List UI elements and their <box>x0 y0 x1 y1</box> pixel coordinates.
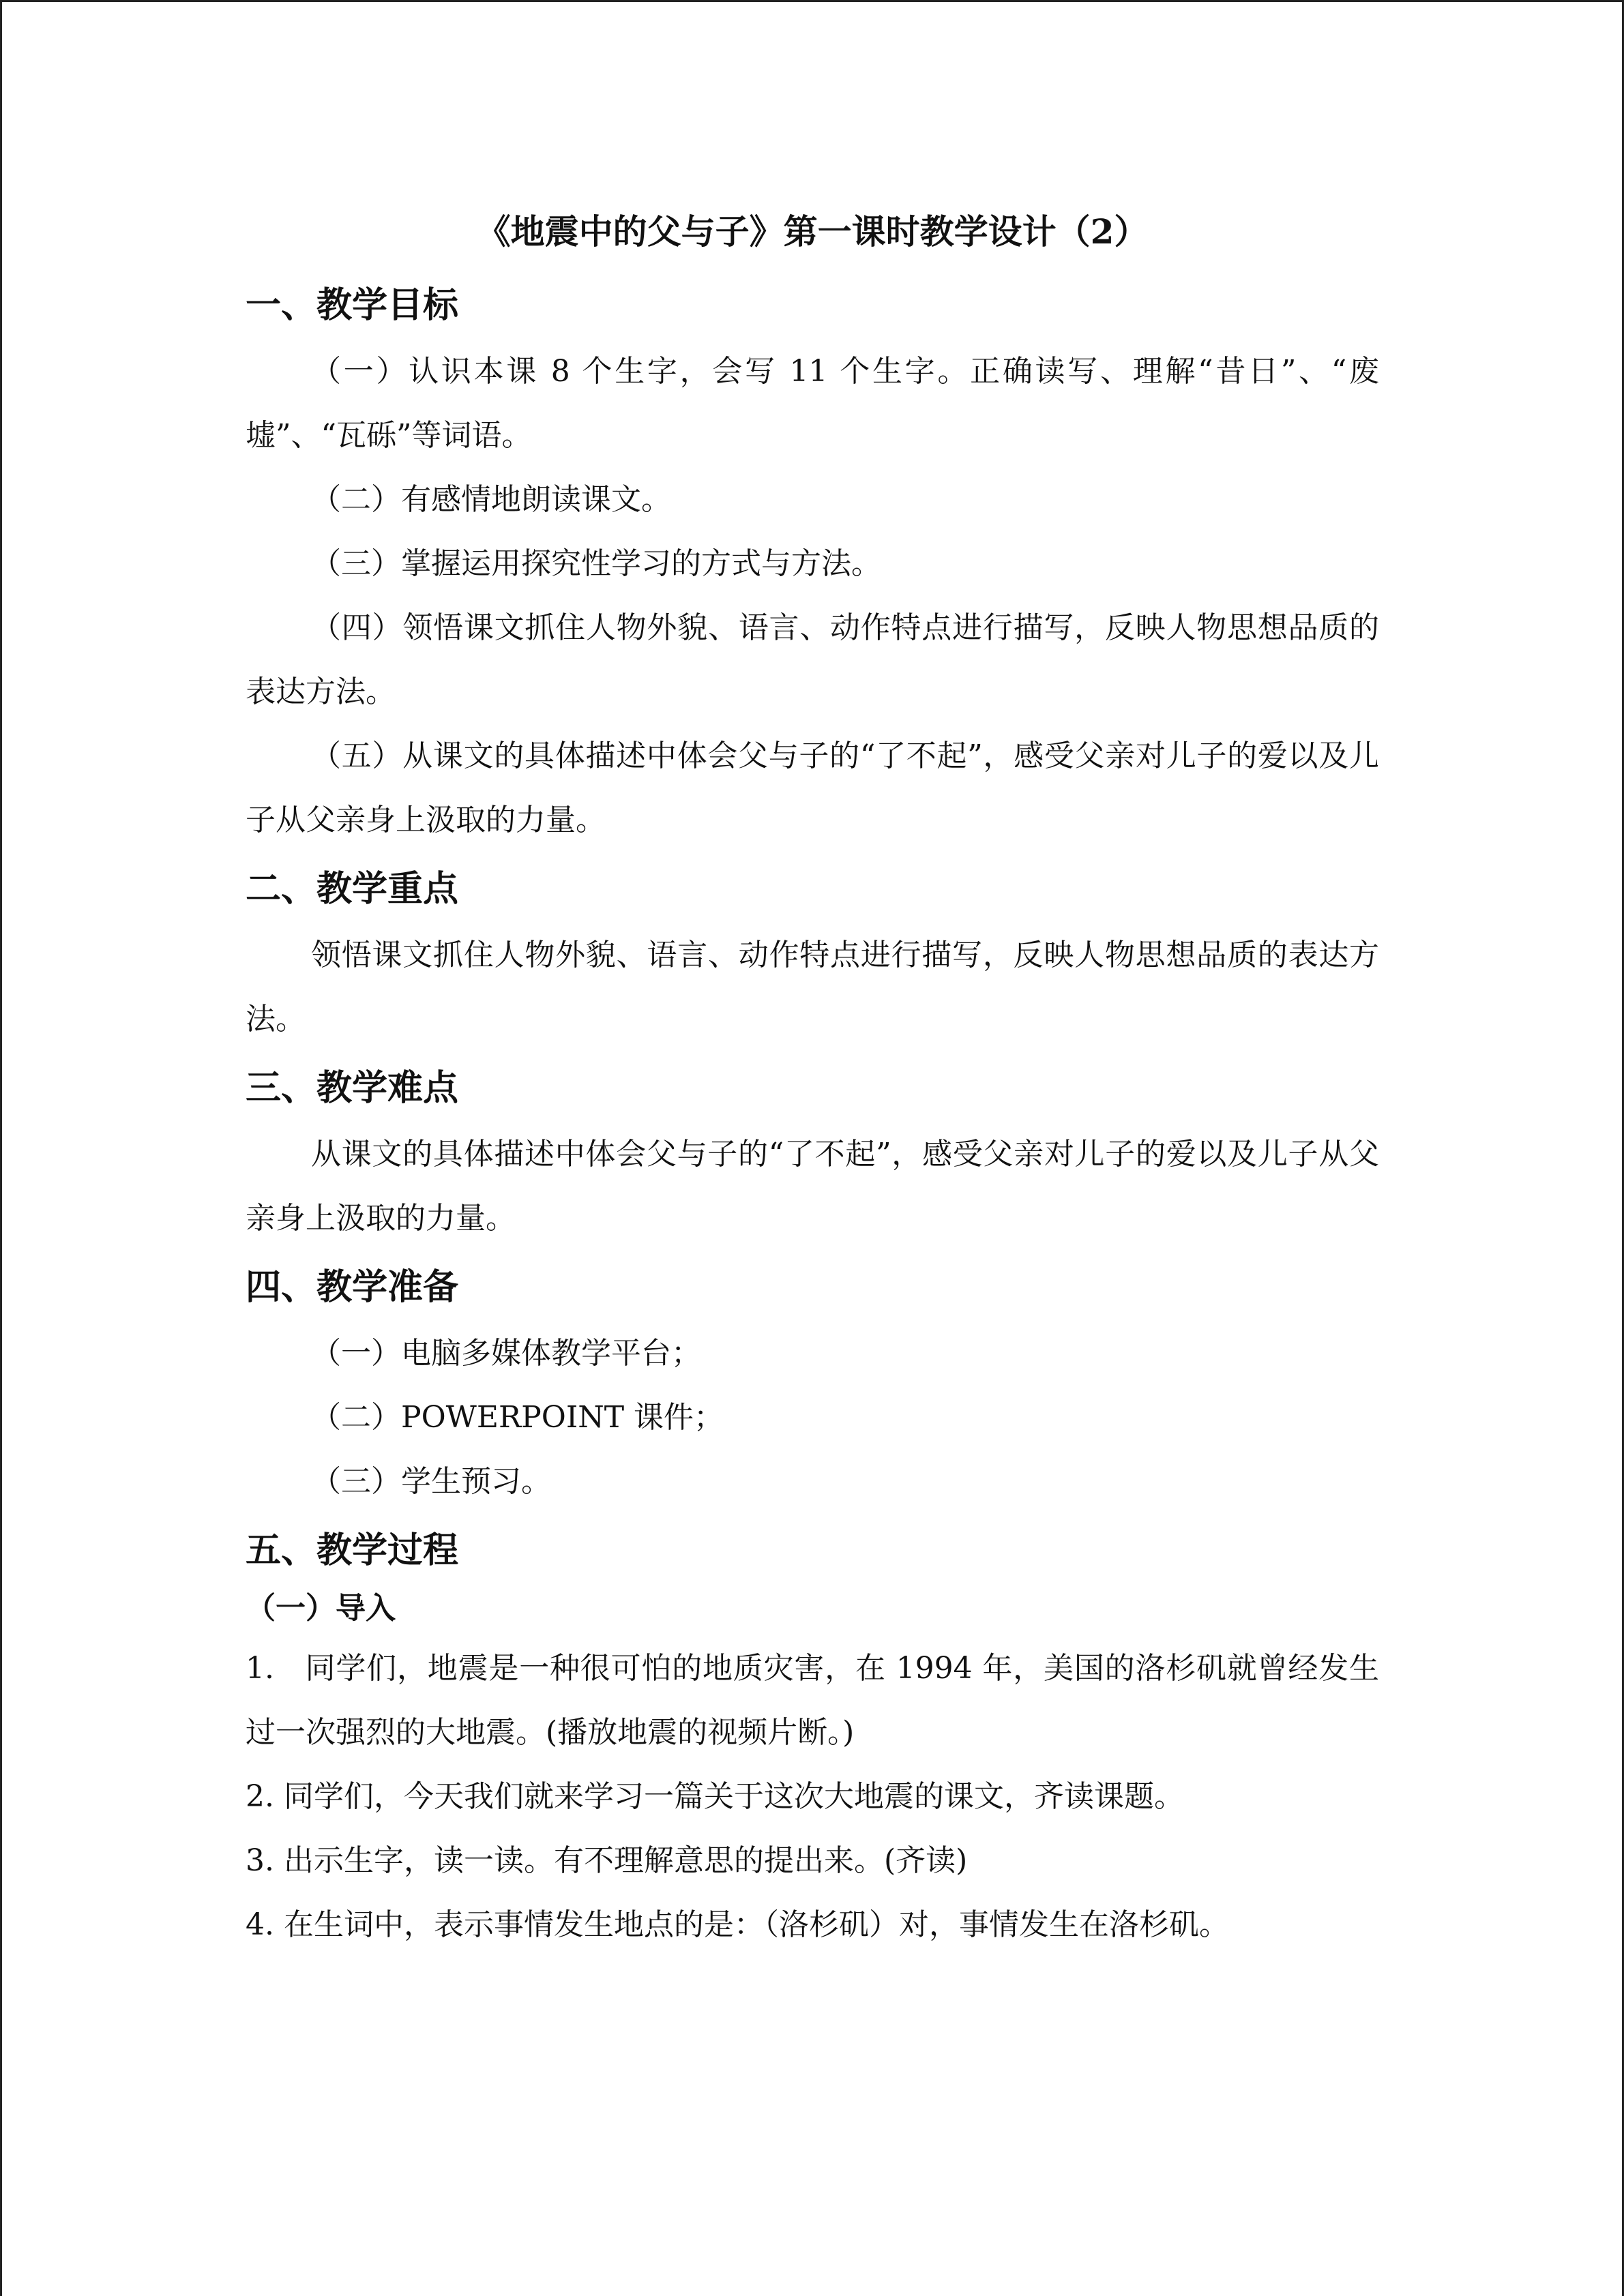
key-point-text: 领悟课文抓住人物外貌、语言、动作特点进行描写，反映人物思想品质的表达方法。 <box>246 938 1379 1037</box>
section-heading-preparation: 四、教学准备 <box>246 1267 459 1308</box>
objective-1: （一）认识本课 8 个生字，会写 11 个生字。正确读写、理解“昔日”、“废墟”、“瓦砾”等词语。 <box>246 354 1379 453</box>
document-body <box>246 205 1379 1957</box>
preparation-3: （三）学生预习。 <box>311 1464 551 1499</box>
preparation-2: （二）POWERPOINT 课件； <box>311 1400 724 1435</box>
section-heading-key-points: 二、教学重点 <box>246 869 459 910</box>
process-item-1: 1. 同学们，地震是一种很可怕的地质灾害，在 1994 年，美国的洛杉矶就曾经发生过一次强烈的大地震。(播放地震的视频片断。) <box>246 1651 1379 1750</box>
document-title: 《地震中的父与子》第一课时教学设计（2） <box>476 211 1149 252</box>
objective-3: （三）掌握运用探究性学习的方式与方法。 <box>311 546 881 581</box>
subheading-introduction: （一）导入 <box>246 1591 396 1626</box>
section-heading-objectives: 一、教学目标 <box>246 285 459 326</box>
difficulty-text: 从课文的具体描述中体会父与子的“了不起”，感受父亲对儿子的爱以及儿子从父亲身上汲取的力量。 <box>246 1137 1379 1236</box>
process-item-3: 3. 出示生字，读一读。有不理解意思的提出来。(齐读) <box>246 1843 968 1878</box>
section-heading-process: 五、教学过程 <box>246 1530 459 1571</box>
section-heading-difficulties: 三、教学难点 <box>246 1068 459 1109</box>
preparation-1: （一）电脑多媒体教学平台； <box>311 1336 701 1371</box>
objective-5: （五）从课文的具体描述中体会父与子的“了不起”，感受父亲对儿子的爱以及儿子从父亲身上汲取的力量。 <box>246 739 1379 837</box>
process-item-2: 2. 同学们，今天我们就来学习一篇关于这次大地震的课文，齐读课题。 <box>246 1779 1184 1814</box>
objective-4: （四）领悟课文抓住人物外貌、语言、动作特点进行描写，反映人物思想品质的表达方法。 <box>246 610 1379 709</box>
process-item-4: 4. 在生词中，表示事情发生地点的是：（洛杉矶）对，事情发生在洛杉矶。 <box>246 1907 1229 1942</box>
objective-2: （二）有感情地朗读课文。 <box>311 482 671 517</box>
